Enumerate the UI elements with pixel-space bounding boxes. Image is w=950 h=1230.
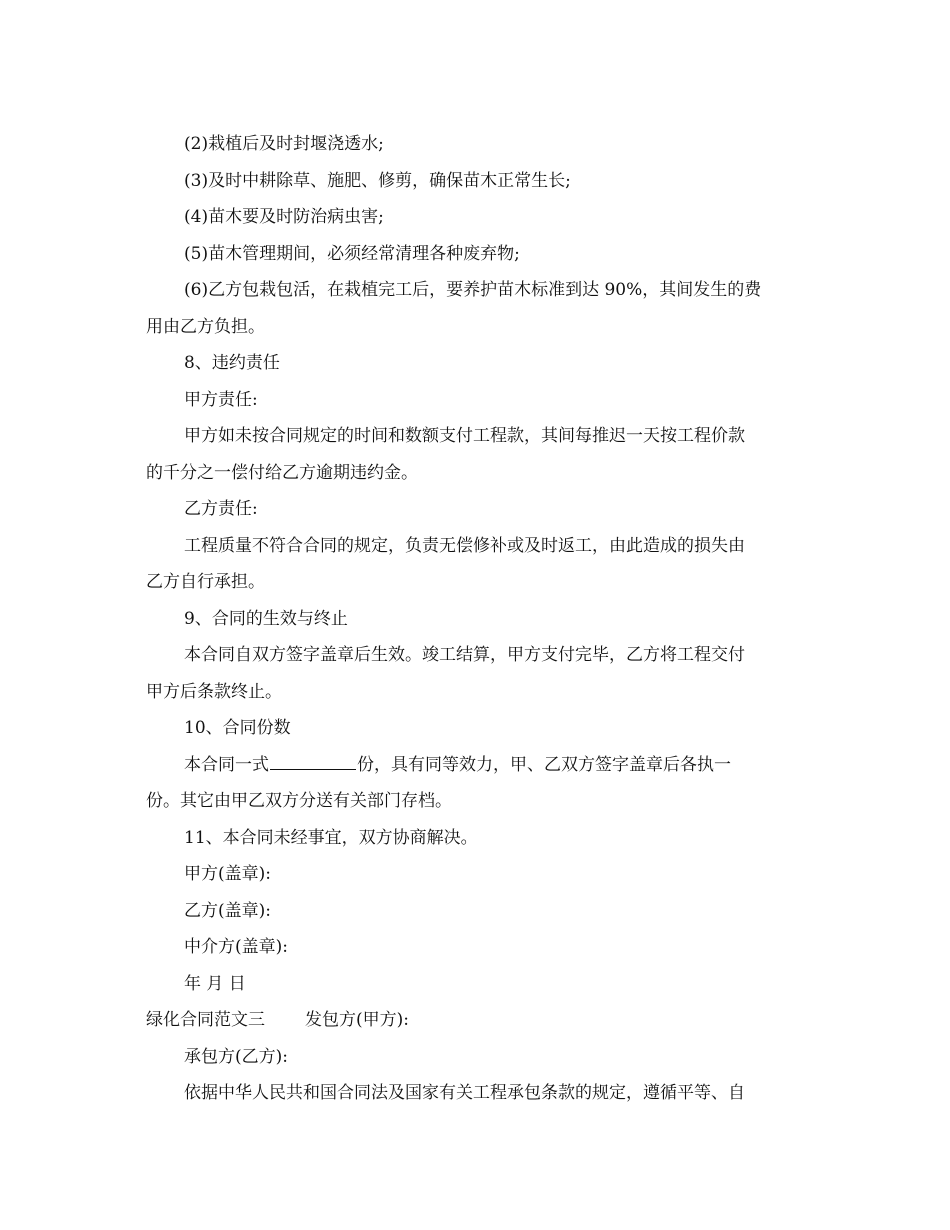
text-line: 份。其它由甲乙双方分送有关部门存档。 [146,791,452,811]
signature-intermediary: 中介方(盖章): [184,937,288,957]
text-line: 工程质量不符合合同的规定，负责无偿修补或及时返工，由此造成的损失由 [184,535,745,556]
text-line: 依据中华人民共和国合同法及国家有关工程承包条款的规定，遵循平等、自 [184,1083,745,1103]
section-heading: 10、合同份数 [184,718,291,738]
text-line: (2)栽植后及时封堰浇透水; [184,134,384,154]
section-heading: 9、合同的生效与终止 [184,608,348,629]
copies-blank-field[interactable] [270,751,356,770]
document-title: 绿化合同范文三 [146,1010,265,1030]
copies-text-after: 份，具有同等效力，甲、乙双方签字盖章后各执一 [357,754,731,775]
text-line: (3)及时中耕除草、施肥、修剪，确保苗木正常生长; [184,170,571,191]
text-line: (4)苗木要及时防治病虫害; [184,207,384,227]
copies-line [146,747,806,784]
party-b-label: 承包方(乙方): [184,1046,288,1067]
copies-text-before: 本合同一式 [184,754,269,775]
section-heading: 8、违约责任 [184,353,280,373]
text-line: 甲方如未按合同规定的时间和数额支付工程款，其间每推迟一天按工程价款 [184,426,745,446]
signature-party-a: 甲方(盖章): [184,864,271,884]
text-line: 甲方后条款终止。 [146,681,282,702]
text-line: 乙方自行承担。 [146,572,265,592]
text-line: 11、本合同未经事宜，双方协商解决。 [184,827,478,848]
text-line: 的千分之一偿付给乙方逾期违约金。 [146,462,418,483]
text-line: (5)苗木管理期间，必须经常清理各种废弃物; [184,243,520,264]
text-line: 甲方责任: [184,389,258,410]
contract-text [146,126,806,1112]
party-a-label: 发包方(甲方): [305,1010,409,1030]
text-line: (6)乙方包栽包活，在栽植完工后，要养护苗木标准到达 90%，其间发生的费 [184,280,762,300]
text-line: 乙方责任: [184,499,258,519]
signature-party-b: 乙方(盖章): [184,900,271,921]
text-line: 本合同自双方签字盖章后生效。竣工结算，甲方支付完毕，乙方将工程交付 [184,645,745,665]
heading-line [146,1002,806,1039]
signature-date: 年 月 日 [184,973,246,994]
text-line: 用由乙方负担。 [146,316,265,337]
